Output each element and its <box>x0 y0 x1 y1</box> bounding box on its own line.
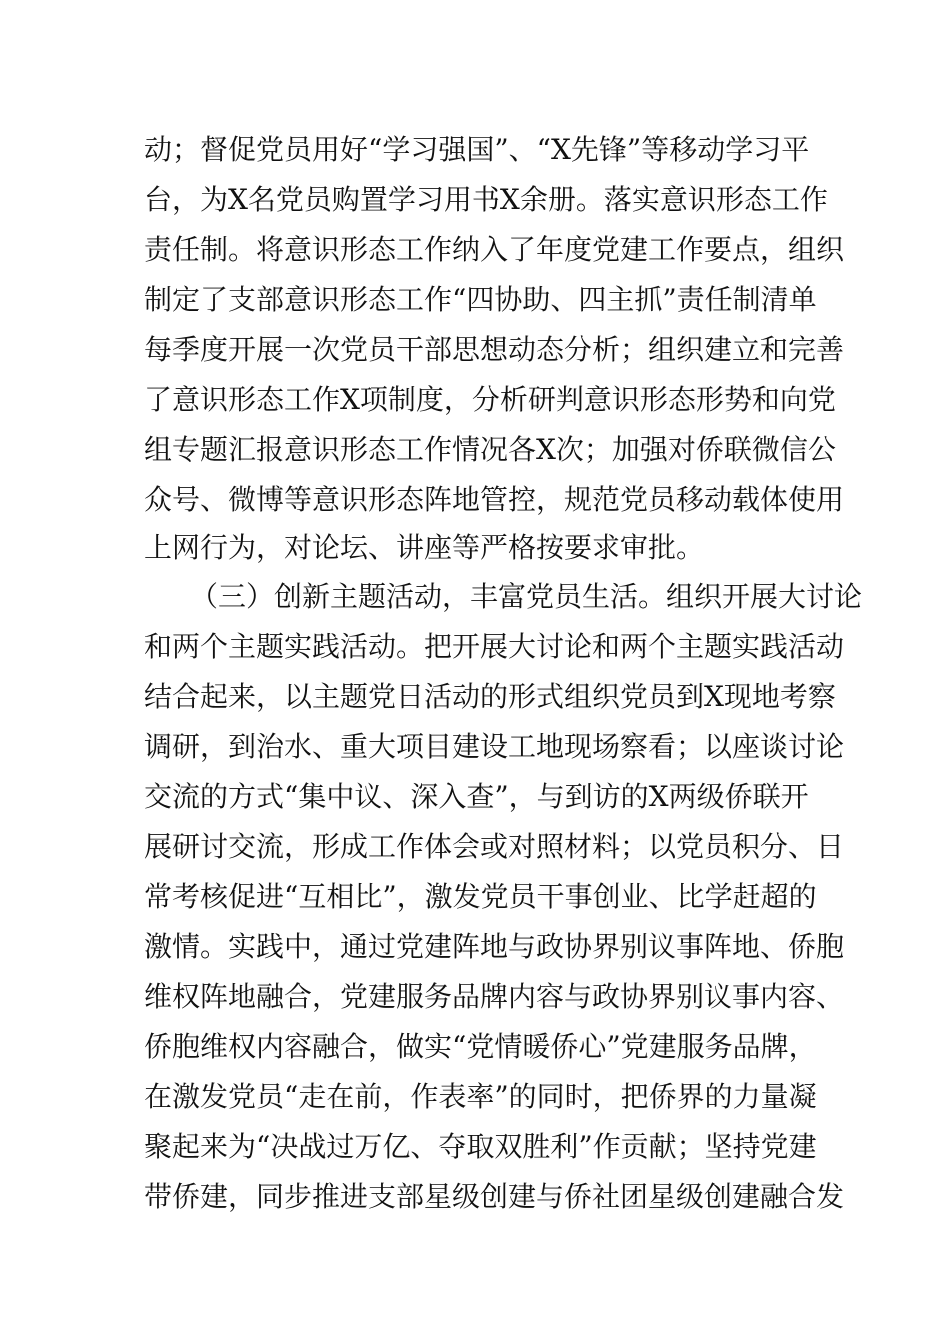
text-line: 众号、微博等意识形态阵地管控，规范党员移动载体使用 <box>144 483 845 516</box>
text-line: 组专题汇报意识形态工作情况各X次；加强对侨联微信公 <box>144 433 836 466</box>
text-line: 侨胞维权内容融合，做实“党情暖侨心”党建服务品牌， <box>144 1030 817 1063</box>
section-heading-line: （三）创新主题活动，丰富党员生活。组织开展大讨论 <box>190 580 863 613</box>
text-line: 台，为X名党员购置学习用书X余册。落实意识形态工作 <box>144 183 828 216</box>
text-line: 结合起来，以主题党日活动的形式组织党员到X现地考察 <box>144 680 836 713</box>
text-line: 聚起来为“决战过万亿、夺取双胜利”作贡献；坚持党建 <box>144 1130 817 1163</box>
text-line: 每季度开展一次党员干部思想动态分析；组织建立和完善 <box>144 333 845 366</box>
text-line: 了意识形态工作X项制度，分析研判意识形态形势和向党 <box>144 383 836 416</box>
paragraph-end-line: 上网行为，对论坛、讲座等严格按要求审批。 <box>144 531 705 564</box>
text-line: 带侨建，同步推进支部星级创建与侨社团星级创建融合发 <box>144 1180 845 1213</box>
text-line: 责任制。将意识形态工作纳入了年度党建工作要点，组织 <box>144 233 845 266</box>
text-line: 常考核促进“互相比”，激发党员干事创业、比学赶超的 <box>144 880 817 913</box>
text-line: 调研，到治水、重大项目建设工地现场察看；以座谈讨论 <box>144 730 845 763</box>
text-line: 在激发党员“走在前，作表率”的同时，把侨界的力量凝 <box>144 1080 817 1113</box>
text-line: 和两个主题实践活动。把开展大讨论和两个主题实践活动 <box>144 630 845 663</box>
text-line: 展研讨交流，形成工作体会或对照材料；以党员积分、日 <box>144 830 845 863</box>
text-line: 交流的方式“集中议、深入查”，与到访的X两级侨联开 <box>144 780 809 813</box>
text-line: 激情。实践中，通过党建阵地与政协界别议事阵地、侨胞 <box>144 930 845 963</box>
text-line: 动；督促党员用好“学习强国”、“X先锋”等移动学习平 <box>144 133 810 166</box>
text-line: 制定了支部意识形态工作“四协助、四主抓”责任制清单 <box>144 283 817 316</box>
text-line: 维权阵地融合，党建服务品牌内容与政协界别议事内容、 <box>144 980 845 1013</box>
